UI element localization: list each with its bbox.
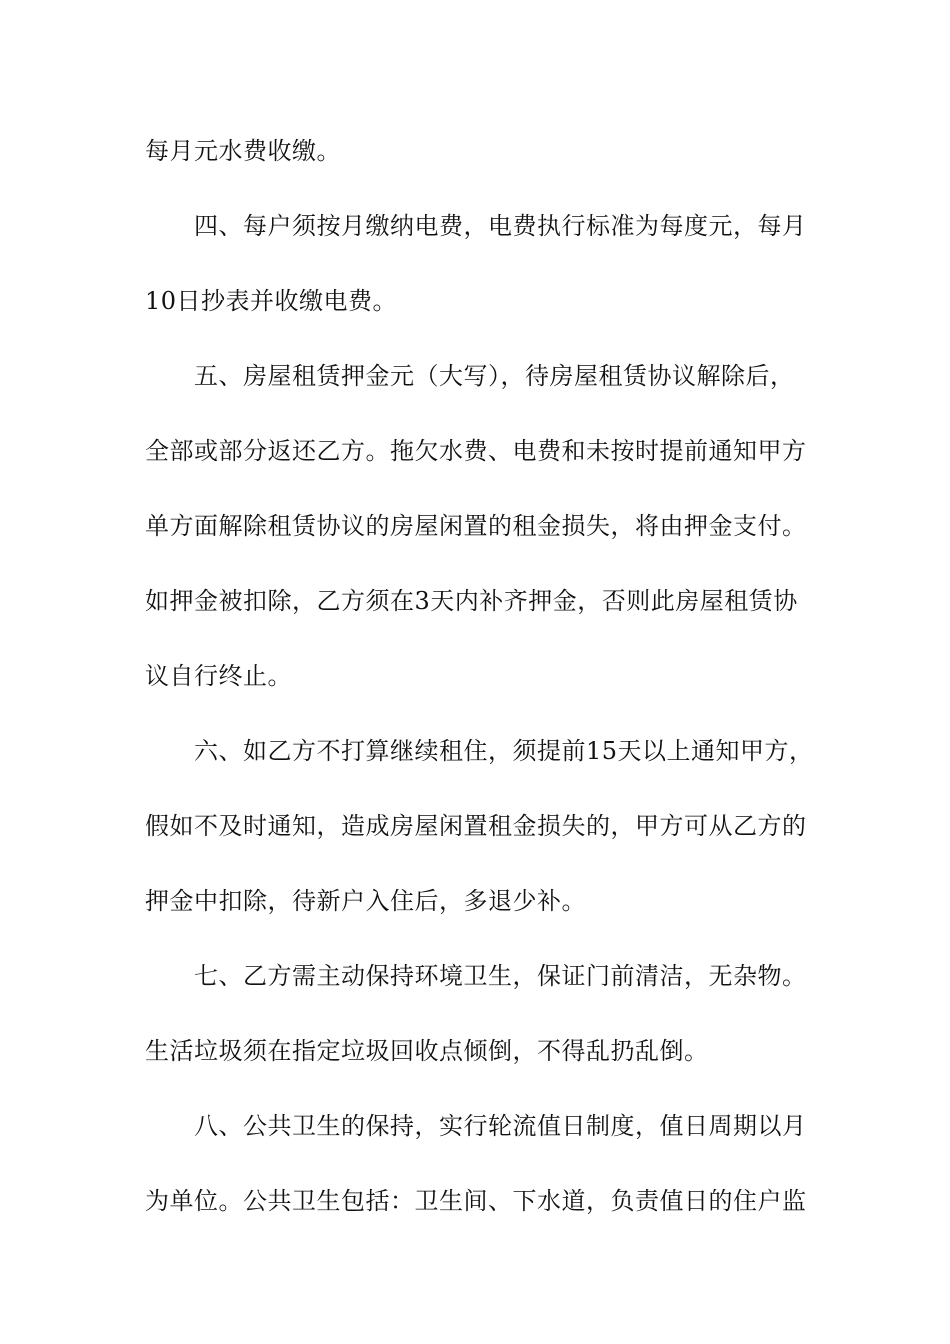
clause-5-line-1: 五、房屋租赁押金元（大写），待房屋租赁协议解除后， bbox=[194, 362, 795, 390]
clause-4-line-2: 10日抄表并收缴电费。 bbox=[145, 287, 398, 315]
clause-7-line-1: 七、乙方需主动保持环境卫生，保证门前清洁，无杂物。 bbox=[194, 962, 807, 990]
clause-8-line-1: 八、公共卫生的保持，实行轮流值日制度，值日周期以月 bbox=[194, 1112, 807, 1140]
clause-5-line-3: 单方面解除租赁协议的房屋闲置的租金损失，将由押金支付。 bbox=[145, 512, 807, 540]
clause-5-line-2: 全部或部分返还乙方。拖欠水费、电费和未按时提前通知甲方 bbox=[145, 437, 807, 465]
text-line: 每月元水费收缴。 bbox=[145, 137, 341, 165]
clause-6-line-2: 假如不及时通知，造成房屋闲置租金损失的，甲方可从乙方的 bbox=[145, 812, 807, 840]
clause-4-line-1: 四、每户须按月缴纳电费，电费执行标准为每度元，每月 bbox=[194, 212, 807, 240]
clause-8-line-2: 为单位。公共卫生包括：卫生间、下水道，负责值日的住户监 bbox=[145, 1187, 807, 1215]
clause-5-line-4: 如押金被扣除，乙方须在3天内补齐押金，否则此房屋租赁协 bbox=[145, 587, 798, 615]
clause-6-line-1: 六、如乙方不打算继续租住，须提前15天以上通知甲方， bbox=[194, 737, 814, 765]
clause-5-line-5: 议自行终止。 bbox=[145, 662, 292, 690]
clause-6-line-3: 押金中扣除，待新户入住后，多退少补。 bbox=[145, 887, 586, 915]
clause-7-line-2: 生活垃圾须在指定垃圾回收点倾倒，不得乱扔乱倒。 bbox=[145, 1037, 709, 1065]
